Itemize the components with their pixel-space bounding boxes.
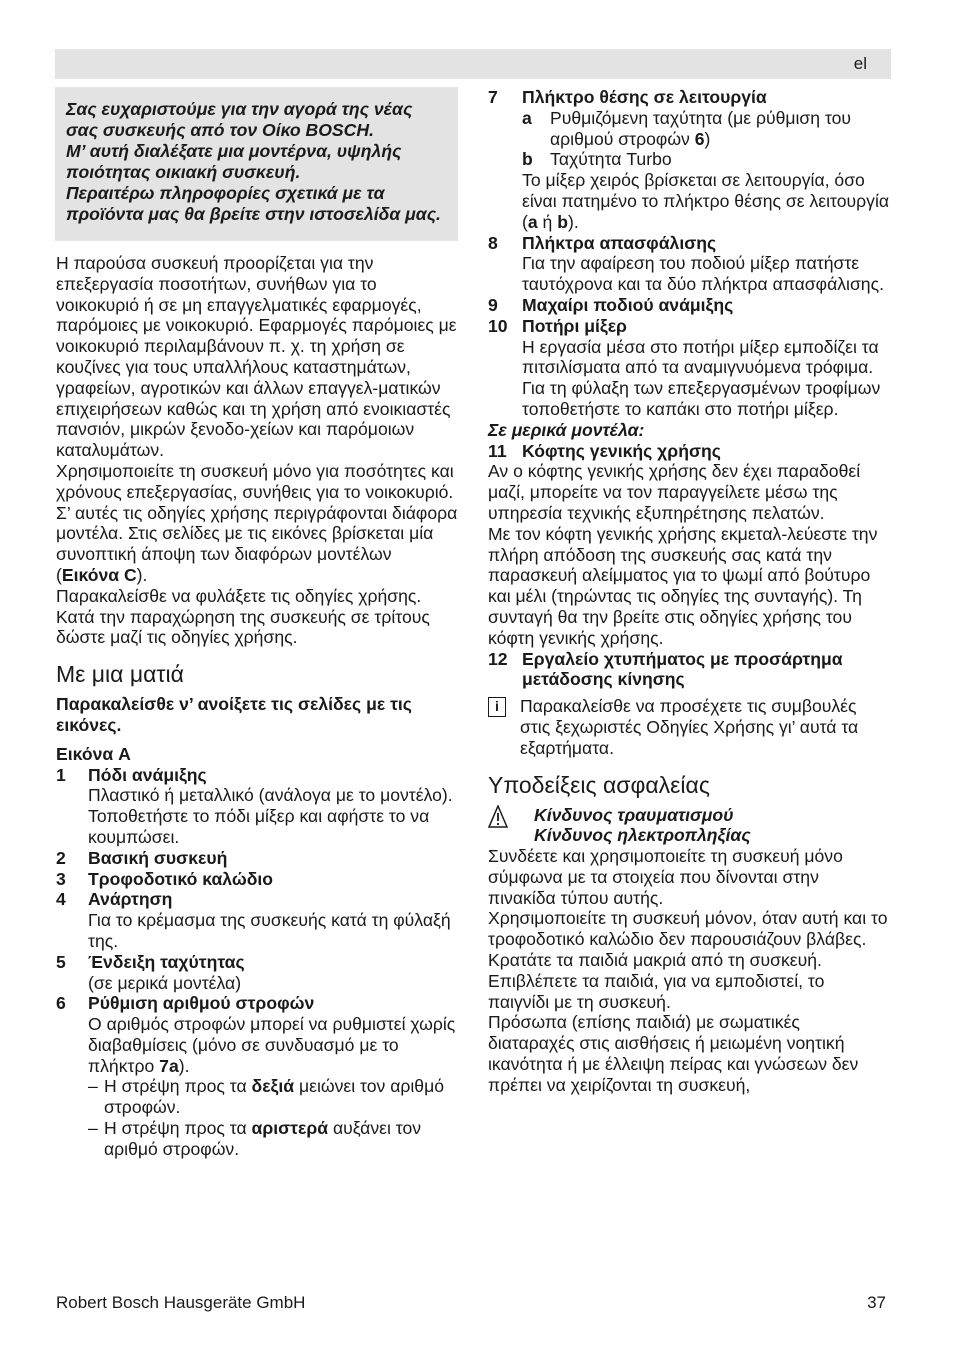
figure-a-label: Εικόνα A [56, 743, 131, 764]
header-bar [55, 49, 891, 79]
list-item: 1 Πόδι ανάμιξης [56, 764, 207, 785]
dash-item: – Η στρέψη προς τα δεξιά μειώνει τον αριθμό στροφών. [88, 1076, 445, 1118]
item-description: Πλαστικό ή μεταλλικό (ανάλογα με το μοντέλο). Τοποθετήστε το πόδι μίξερ και αφήστε το να κουμπώσει. [88, 785, 453, 847]
list-item: 12 Εργαλείο χτυπήματος με προσάρτημα μετάδοσης κίνησης [488, 648, 843, 690]
safety-paragraph: Χρησιμοποιείτε τη συσκευή μόνον, όταν αυτή και το τροφοδοτικό καλώδιο δεν παρουσιάζουν βλάβες. [488, 908, 888, 950]
item-description: Για τη φύλαξη των επεξεργασμένων τροφίμων τοποθετήστε το καπάκι στο ποτήρι μίξερ. [522, 378, 881, 419]
list-item: 2 Βασική συσκευή [56, 847, 228, 868]
safety-paragraph: Συνδέετε και χρησιμοποιείτε τη συσκευή μόνο σύμφωνα με τα στοιχεία που δίνονται στην πινακίδα τύπου αυτής. [488, 846, 843, 908]
warning-block [488, 805, 890, 847]
language-code: el [853, 54, 867, 73]
item-description: Με τον κόφτη γενικής χρήσης εκμεταλ-λεύεστε την πλήρη απόδοση της συσκευής σας κατά την παρασκευή αλείμματος για το ψωμί από βούτυρο και μέλι (τηρώντας τις οδηγίες της συνταγής). Τη συνταγή θα την βρείτε στις οδηγίες χρήσης του κόφτη γενικής χρήσης. [488, 523, 878, 648]
warning-electric: Κίνδυνος ηλεκτροπληξίας [534, 825, 751, 846]
intro-line-3: Περαιτέρω πληροφορίες σχετικά με τα προϊόντα μας θα βρείτε στην ιστοσελίδα μας. [66, 182, 441, 224]
heading-safety: Υποδείξεις ασφαλείας [488, 771, 710, 798]
intro-line-1: Σας ευχαριστούμε για την αγορά της νέας σας συσκευής από τον Οίκο BOSCH. [66, 99, 413, 140]
item-description: Για το κρέμασμα της συσκευής κατά τη φύλαξή της. [88, 910, 451, 951]
intro-box [55, 87, 458, 241]
warning-icon [488, 805, 534, 847]
sub-item: b Ταχύτητα Turbo [522, 149, 672, 170]
list-item: 5 Ένδειξη ταχύτητας [56, 951, 245, 972]
item-description: Για την αφαίρεση του ποδιού μίξερ πατήστε ταυτόχρονα και τα δύο πλήκτρα απασφάλισης. [522, 253, 884, 295]
item-description: Η εργασία μέσα στο ποτήρι μίξερ εμποδίζει τα πιτσιλίσματα από τα αναμιγνυόμενα τρόφιμα. [522, 336, 879, 378]
open-pages-note: Παρακαλείσθε ν’ ανοίξετε τις σελίδες με τις εικόνες. [56, 694, 412, 735]
heading-overview: Με μια ματιά [56, 661, 184, 688]
paragraph-keep: Παρακαλείσθε να φυλάξετε τις οδηγίες χρήσης. Κατά την παραχώρηση της συσκευής σε τρίτους δώστε μαζί τις οδηγίες χρήσης. [56, 585, 430, 648]
page-number: 37 [867, 1293, 886, 1312]
info-note [488, 696, 890, 758]
list-item: 11 Κόφτης γενικής χρήσης [488, 440, 721, 461]
paragraph-quantities: Χρησιμοποιείτε τη συσκευή μόνο για ποσότητες και χρόνους επεξεργασίας, συνήθεις για το νοικοκυριό. [56, 460, 454, 502]
intro-line-2: Μ’ αυτή διαλέξατε μια μοντέρνα, υψηλής ποιότητας οικιακή συσκευή. [66, 140, 402, 182]
list-item: 10 Ποτήρι μίξερ [488, 315, 627, 336]
item-description: Ο αριθμός στροφών μπορεί να ρυθμιστεί χωρίς διαβαθμίσεις (μόνο σε συνδυασμό με το πλήκτρο 7a). [88, 1014, 456, 1076]
info-icon: i [488, 697, 506, 717]
list-item: 3 Τροφοδοτικό καλώδιο [56, 868, 274, 889]
list-item: 9 Μαχαίρι ποδιού ανάμιξης [488, 294, 734, 315]
item-description: Αν ο κόφτης γενικής χρήσης δεν έχει παραδοθεί μαζί, μπορείτε να τον παραγγείλετε μέσω της υπηρεσία τεχνικής εξυπηρέτησης πελατών. [488, 461, 861, 523]
footer-company: Robert Bosch Hausgeräte GmbH [56, 1293, 306, 1312]
some-models-label: Σε μερικά μοντέλα: [488, 419, 645, 440]
safety-paragraph: Κρατάτε τα παιδιά μακριά από τη συσκευή. Επιβλέπετε τα παιδιά, για να εμποδιστεί, το παιγνίδι με τη συσκευή. [488, 950, 825, 1012]
item-description: (σε μερικά μοντέλα) [88, 972, 242, 993]
list-item: 6 Ρύθμιση αριθμού στροφών [56, 993, 315, 1014]
paragraph-usage: Η παρούσα συσκευή προορίζεται για την επεξεργασία ποσοτήτων, συνήθων για το νοικοκυριό ή σε μη επαγγελματικές εφαρμογές, παρόμοιες με νοικοκυριό. Εφαρμογές παρόμοιες με νοικοκυριό περιλαμβάνουν π. χ. τη χρήση σε κουζίνες για τους υπαλλήλους καταστημάτων, γραφείων, αγροτικών και άλλων επαγγελ-ματικών επιχειρήσεων καθώς και τη χρήση από ενοικιαστές πανσιόν, μικρών ξενοδο-χείων και παρόμοιων καταλυμάτων. [56, 253, 457, 461]
list-item: 8 Πλήκτρα απασφάλισης [488, 232, 717, 253]
safety-paragraph: Πρόσωπα (επίσης παιδιά) με σωματικές διαταραχές στις αισθήσεις ή μειωμένη νοητική ικανότητα ή με έλλειψη πείρας και γνώσεων δεν πρέπει να χειρίζονται τη συσκευή, [488, 1012, 859, 1095]
warning-injury: Κίνδυνος τραυματισμού [534, 804, 734, 825]
right-column [488, 87, 890, 1096]
list-item: 4 Ανάρτηση [56, 889, 173, 910]
dash-item: – Η στρέψη προς τα αριστερά αυξάνει τον αριθμό στροφών. [88, 1118, 422, 1159]
info-text: Παρακαλείσθε να προσέχετε τις συμβουλές στις ξεχωριστές Οδηγίες Χρήσης γι’ αυτά τα εξαρτήματα. [520, 696, 859, 758]
left-column [56, 87, 458, 1160]
paragraph-models: Σ’ αυτές τις οδηγίες χρήσης περιγράφονται διάφορα μοντέλα. Στις σελίδες με τις εικόνες βρίσκεται μία συνοπτική άποψη των διαφόρων μοντέλων (Εικόνα C). [56, 502, 458, 585]
list-item: 7 Πλήκτρο θέσης σε λειτουργία [488, 87, 767, 107]
item-description: Το μίξερ χειρός βρίσκεται σε λειτουργία, όσο είναι πατημένο το πλήκτρο θέσης σε λειτουργία (a ή b). [522, 170, 890, 232]
sub-item: a Ρυθμιζόμενη ταχύτητα (με ρύθμιση του αριθμού στροφών 6) [522, 107, 852, 149]
footer [56, 1293, 886, 1314]
